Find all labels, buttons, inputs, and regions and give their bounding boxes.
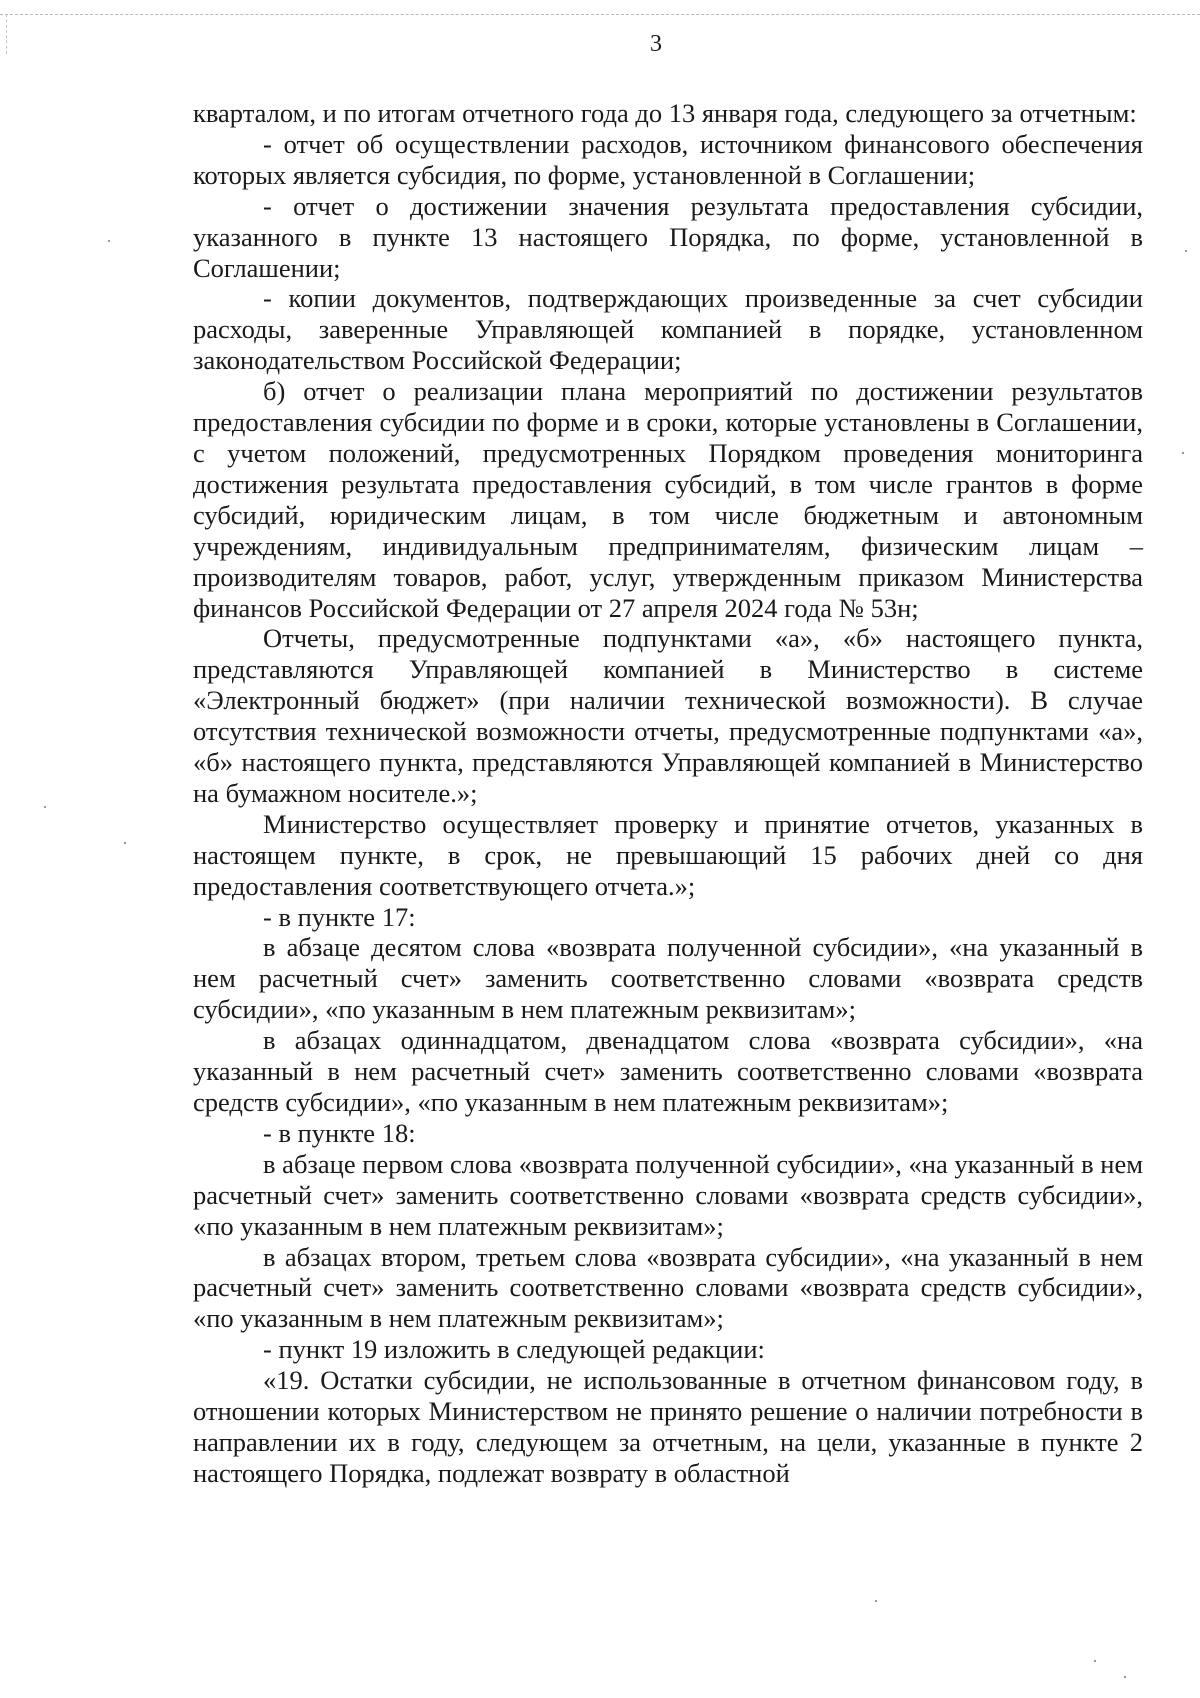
scan-speck	[875, 1600, 877, 1602]
paragraph-continuation: кварталом, и по итогам отчетного года до 13 января года, следующего за отчетным:	[193, 98, 1137, 128]
scan-speck	[44, 806, 46, 808]
paragraph-item-17-tenth: в абзаце десятом слова «возврата полученной субсидии», «на указанный в нем расчетный счет» заменить соответственно словами «возврата средств субсидии», «по указанным в нем платежным реквизитам»;	[193, 932, 1143, 1025]
page-number: 3	[650, 31, 662, 57]
scan-speck	[124, 842, 126, 844]
paragraph-item-17-eleventh: в абзацах одиннадцатом, двенадцатом слова «возврата субсидии», «на указанный в нем расчетный счет» заменить соответственно словами «возврата средств субсидии», «по указанным в нем платежным реквизитам»;	[193, 1025, 1143, 1117]
paragraph-reports-submission: Отчеты, предусмотренные подпунктами «а», «б» настоящего пункта, представляются Управляющей компанией в Министерство в системе «Электронный бюджет» (при наличии технической возможности). В случае отсутствия технической возможности отчеты, предусмотренные подпунктами «а», «б» настоящего пункта, представляются Управляющей компанией в Министерство на бумажном носителе.»;	[193, 623, 1143, 808]
paragraph-subitem-b: б) отчет о реализации плана мероприятий по достижении результатов предоставления субсидии по форме и в сроки, которые установлены в Соглашении, с учетом положений, предусмотренных Порядком проведения мониторинга достижения результата предоставления субсидий, в том числе грантов в форме субсидий, юридическим лицам, в том числе бюджетным и автономным учреждениям, индивидуальным предпринимателям, физическим лицам – производителям товаров, работ, услуг, утвержденным приказом Министерства финансов Российской Федерации от 27 апреля 2024 года № 53н;	[193, 376, 1143, 623]
paragraph-expense-report: - отчет об осуществлении расходов, источником финансового обеспечения которых является субсидия, по форме, установленной в Соглашении;	[193, 128, 1143, 190]
scan-speck	[1094, 1660, 1096, 1662]
scan-speck	[108, 240, 110, 242]
paragraph-item-17-heading: - в пункте 17:	[263, 901, 416, 932]
paragraph-result-report: - отчет о достижении значения результата предоставления субсидии, указанного в пункте 13 настоящего Порядка, по форме, установленной в Соглашении;	[193, 190, 1143, 283]
paragraph-item-18-first: в абзаце первом слова «возврата полученной субсидии», «на указанный в нем расчетный счет» заменить соответственно словами «возврата средств субсидии», «по указанным в нем платежным реквизитам»;	[193, 1148, 1143, 1241]
paragraph-item-18-heading: - в пункте 18:	[263, 1117, 416, 1148]
scan-speck	[1124, 1676, 1126, 1678]
scan-speck	[1182, 452, 1184, 454]
paragraph-item-19-heading: - пункт 19 изложить в следующей редакции:	[263, 1334, 765, 1365]
paragraph-item-19-text: «19. Остатки субсидии, не использованные в отчетном финансовом году, в отношении которых Министерством не принято решение о наличии потребности в направлении их в году, следующем за отчетным, на цели, указанные в пункте 2 настоящего Порядка, подлежат возврату в областной	[193, 1365, 1143, 1488]
paragraph-ministry-check: Министерство осуществляет проверку и принятие отчетов, указанных в настоящем пункте, в срок, не превышающий 15 рабочих дней со дня предоставления соответствующего отчета.»;	[193, 808, 1143, 901]
paragraph-item-18-second: в абзацах втором, третьем слова «возврата субсидии», «на указанный в нем расчетный счет» заменить соответственно словами «возврата средств субсидии», «по указанным в нем платежным реквизитам»;	[193, 1241, 1143, 1334]
scan-speck	[1185, 250, 1187, 252]
scan-left-edge	[6, 14, 8, 54]
document-body	[193, 98, 1143, 1489]
paragraph-document-copies: - копии документов, подтверждающих произведенные за счет субсидии расходы, заверенные Управляющей компанией в порядке, установленном законодательством Российской Федерации;	[193, 283, 1143, 376]
scan-top-edge	[0, 14, 1200, 21]
